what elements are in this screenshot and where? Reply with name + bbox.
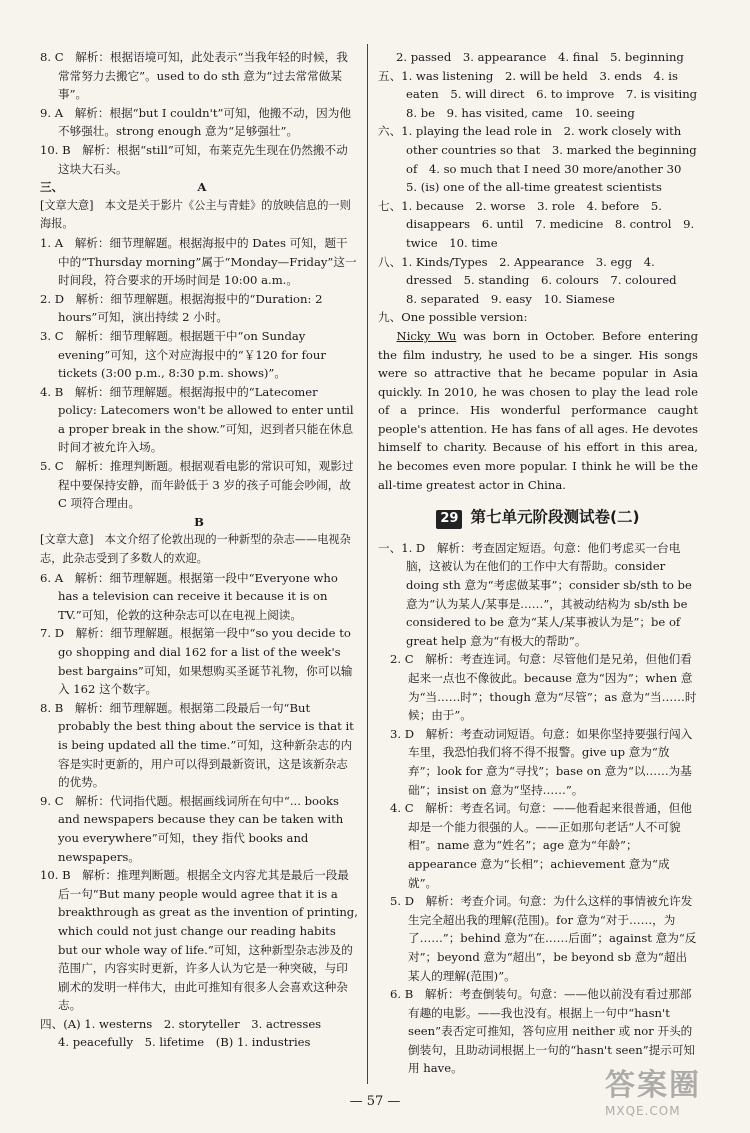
question-1: 一、1. D 解析：考查固定短语。句意：他们考虑买一台电脑，这被认为在他们的工作中大有帮助。consider doing sth 意为“考虑做某事”；consider sb/sth to be 意为“认为某人/某事是……”，其被动结构为 sb/sth be considered to be 意为“某人/某事被认为是”；be of great help 意为“有极大的帮助”。 (378, 540, 692, 648)
answer-b10: 10. B 解析：推理判断题。根据全文内容尤其是最后一段最后一句“But many people would agree that it is a breakthrough as great as the invention of printing, which could not just change our reading habits but our whole way of life.”可知，这种新型杂志涉及的范围广，内容实时更新，许多人认为它是一种突破，与印刷术的发明一样伟大，由此可推知有很多人会喜欢这种杂志。 (40, 868, 358, 1013)
section-8: 八、1. Kinds/Types 2. Appearance 3. egg 4. dressed 5. standing 6. colours 7. coloured 8. separated 9. easy 10. Siamese (378, 254, 689, 306)
summary-b: [文章大意] 本文介绍了伦敦出现的一种新型的杂志——电视杂志，此杂志受到了多数人的欢迎。 (40, 533, 351, 566)
left-column (40, 48, 358, 1052)
answer-b8: 8. B 解析：细节理解题。根据第二段最后一句“But probably the best thing about the service is that it is being updated all the time.”可知，这种新杂志的内容是实时更新的，用户可以得到最新资讯，这是该新杂志的优势。 (40, 700, 354, 790)
watermark-url: MXQE.COM (605, 1104, 681, 1118)
section-4-line2: 4. peacefully 5. lifetime (B) 1. industries (58, 1035, 311, 1050)
section-3-heading (40, 178, 358, 197)
summary-a: [文章大意] 本文是关于影片《公主与青蛙》的放映信息的一则海报。 (40, 198, 351, 231)
answer-a5: 5. C 解析：推理判断题。根据观看电影的常识可知，观影过程中要保持安静，而年龄低于 3 岁的孩子可能会吵闹，故 C 项符合理由。 (40, 459, 354, 511)
section-6: 六、1. playing the lead role in 2. work closely with other countries so that 3. marked the beginning of 4. so much that I need 30 more/another 30 5. (is) one of the all-time greatest scientists (378, 124, 697, 195)
question-2: 2. C 解析：考查连词。句意：尽管他们是兄弟，但他们看起来一点也不像彼此。because 意为“因为”；when 意为“当……时”；though 意为“尽管”；as 意为“当……时候；由于”。 (390, 652, 697, 723)
answer-a1: 1. A 解析：细节理解题。根据海报中的 Dates 可知，题干中的“Thursday morning”属于“Monday—Friday”这一时间段，符合要求的开场时间是 10:00 a.m.。 (40, 235, 357, 288)
watermark-logo-text: 答案圈 (605, 1068, 701, 1103)
unit-number-badge: 29 (436, 510, 462, 529)
section-4-continued: 2. passed 3. appearance 4. final 5. beginning (396, 50, 684, 64)
answer-9: 9. A 解析：根据“but I couldn't”可知，他搬不动，因为他不够强壮。strong enough 意为“足够强壮”。 (40, 105, 351, 139)
right-column (378, 48, 709, 1078)
section-5: 五、1. was listening 2. will be held 3. ends 4. is eaten 5. will direct 6. to improve 7. is visiting 8. be 9. has visited, came 10. seeing (378, 68, 709, 120)
part-a-heading: A (197, 180, 207, 195)
answer-a4: 4. B 解析：细节理解题。根据海报中的“Latecomer policy: Latecomers won't be allowed to enter until a proper break in the show.”可知，迟到者只能在休息时间才被允许入场。 (40, 384, 354, 455)
answer-10: 10. B 解析：根据“still”可知，布莱克先生现在仍然搬不动这块大石头。 (40, 142, 348, 176)
essay-body: was born in October. Before entering the film industry, he used to be a singer. His songs were so attractive that he became popular in Asia quickly. In 2010, he was chosen to play the lead role of a prince. His wonderful performance caught people's attention. He has fans of all ages. He devotes himself to charity. Because of his effort in this area, he becomes even more popular. I think he will be the all-time greatest actor in China. (378, 328, 698, 492)
answer-a2: 2. D 解析：细节理解题。根据海报中的“Duration: 2 hours”可知，演出持续 2 小时。 (40, 291, 323, 325)
column-divider (367, 44, 368, 1084)
answer-a3: 3. C 解析：细节理解题。根据题干中“on Sunday evening”可知，这个对应海报中的“￥120 for four tickets (3:00 p.m., 8:30 p.m. shows)”。 (40, 328, 326, 381)
unit-title-text: 第七单元阶段测试卷(二) (470, 508, 640, 527)
section-7: 七、1. because 2. worse 3. role 4. before 5. disappears 6. until 7. medicine 8. control 9. twice 10. time (378, 198, 695, 250)
part-b-heading: B (194, 514, 204, 529)
question-5: 5. D 解析：考查介词。句意：为什么这样的事情被允许发生完全超出我的理解(范围)。for 意为“对于……，为了……”；behind 意为“在……后面”；against 意为“反对”；beyond 意为“超出”，be beyond sb 意为“超出某人的理解(范围)”。 (390, 894, 697, 983)
answer-b9: 9. C 解析：代词指代题。根据画线词所在句中“... books and newspapers because they can be taken with you everywhere”可知，they 指代 books and newspapers。 (40, 793, 344, 864)
answer-8: 8. C 解析：根据语境可知，此处表示“当我年轻的时候，我常常努力去搬它”。used to do sth 意为“过去常常做某事”。 (40, 50, 348, 102)
essay-name: Nicky Wu (396, 328, 457, 343)
question-4: 4. C 解析：考查名词。句意：——他看起来很普通，但他却是一个能力很强的人。——正如那句老话“人不可貌相”。name 意为“姓名”；age 意为“年龄”；appearance 意为“长相”；achievement 意为“成就”。 (390, 801, 692, 890)
page-number: — 57 — (349, 1094, 401, 1109)
question-3: 3. D 解析：考查动词短语。句意：如果你坚持要强行闯入车里，我恐怕我们将不得不报警。give up 意为“放弃”；look for 意为“寻找”；base on 意为“以……为基础”；insist on 意为“坚持……”。 (390, 726, 693, 797)
question-6: 6. B 解析：考查倒装句。句意：——他以前没有看过那部有趣的电影。——我也没有。根据上一句中“hasn't seen”表否定可推知，答句应用 neither 或 nor 开头的倒装句，且助动词根据上一句的“hasn't seen”提示可知用 have。 (390, 987, 696, 1076)
unit-title (378, 508, 698, 529)
answer-b6: 6. A 解析：细节理解题。根据第一段中“Everyone who has a television can receive it because it is on TV.”可知，伦敦的这种杂志可以在电视上阅读。 (40, 570, 338, 622)
section-4-line1: 四、(A) 1. westerns 2. storyteller 3. actresses (40, 1016, 322, 1031)
answer-b7: 7. D 解析：细节理解题。根据第一段中“so you decide to go shopping and dial 162 for a list of the week's best bargains”可知，如果想购买圣诞节礼物，你可以输入 162 这个数字。 (40, 626, 353, 697)
section-9-heading: 九、One possible version: (378, 310, 528, 325)
sample-essay (378, 327, 698, 494)
section-3-number: 三、 (40, 180, 64, 195)
site-watermark (605, 1068, 745, 1126)
